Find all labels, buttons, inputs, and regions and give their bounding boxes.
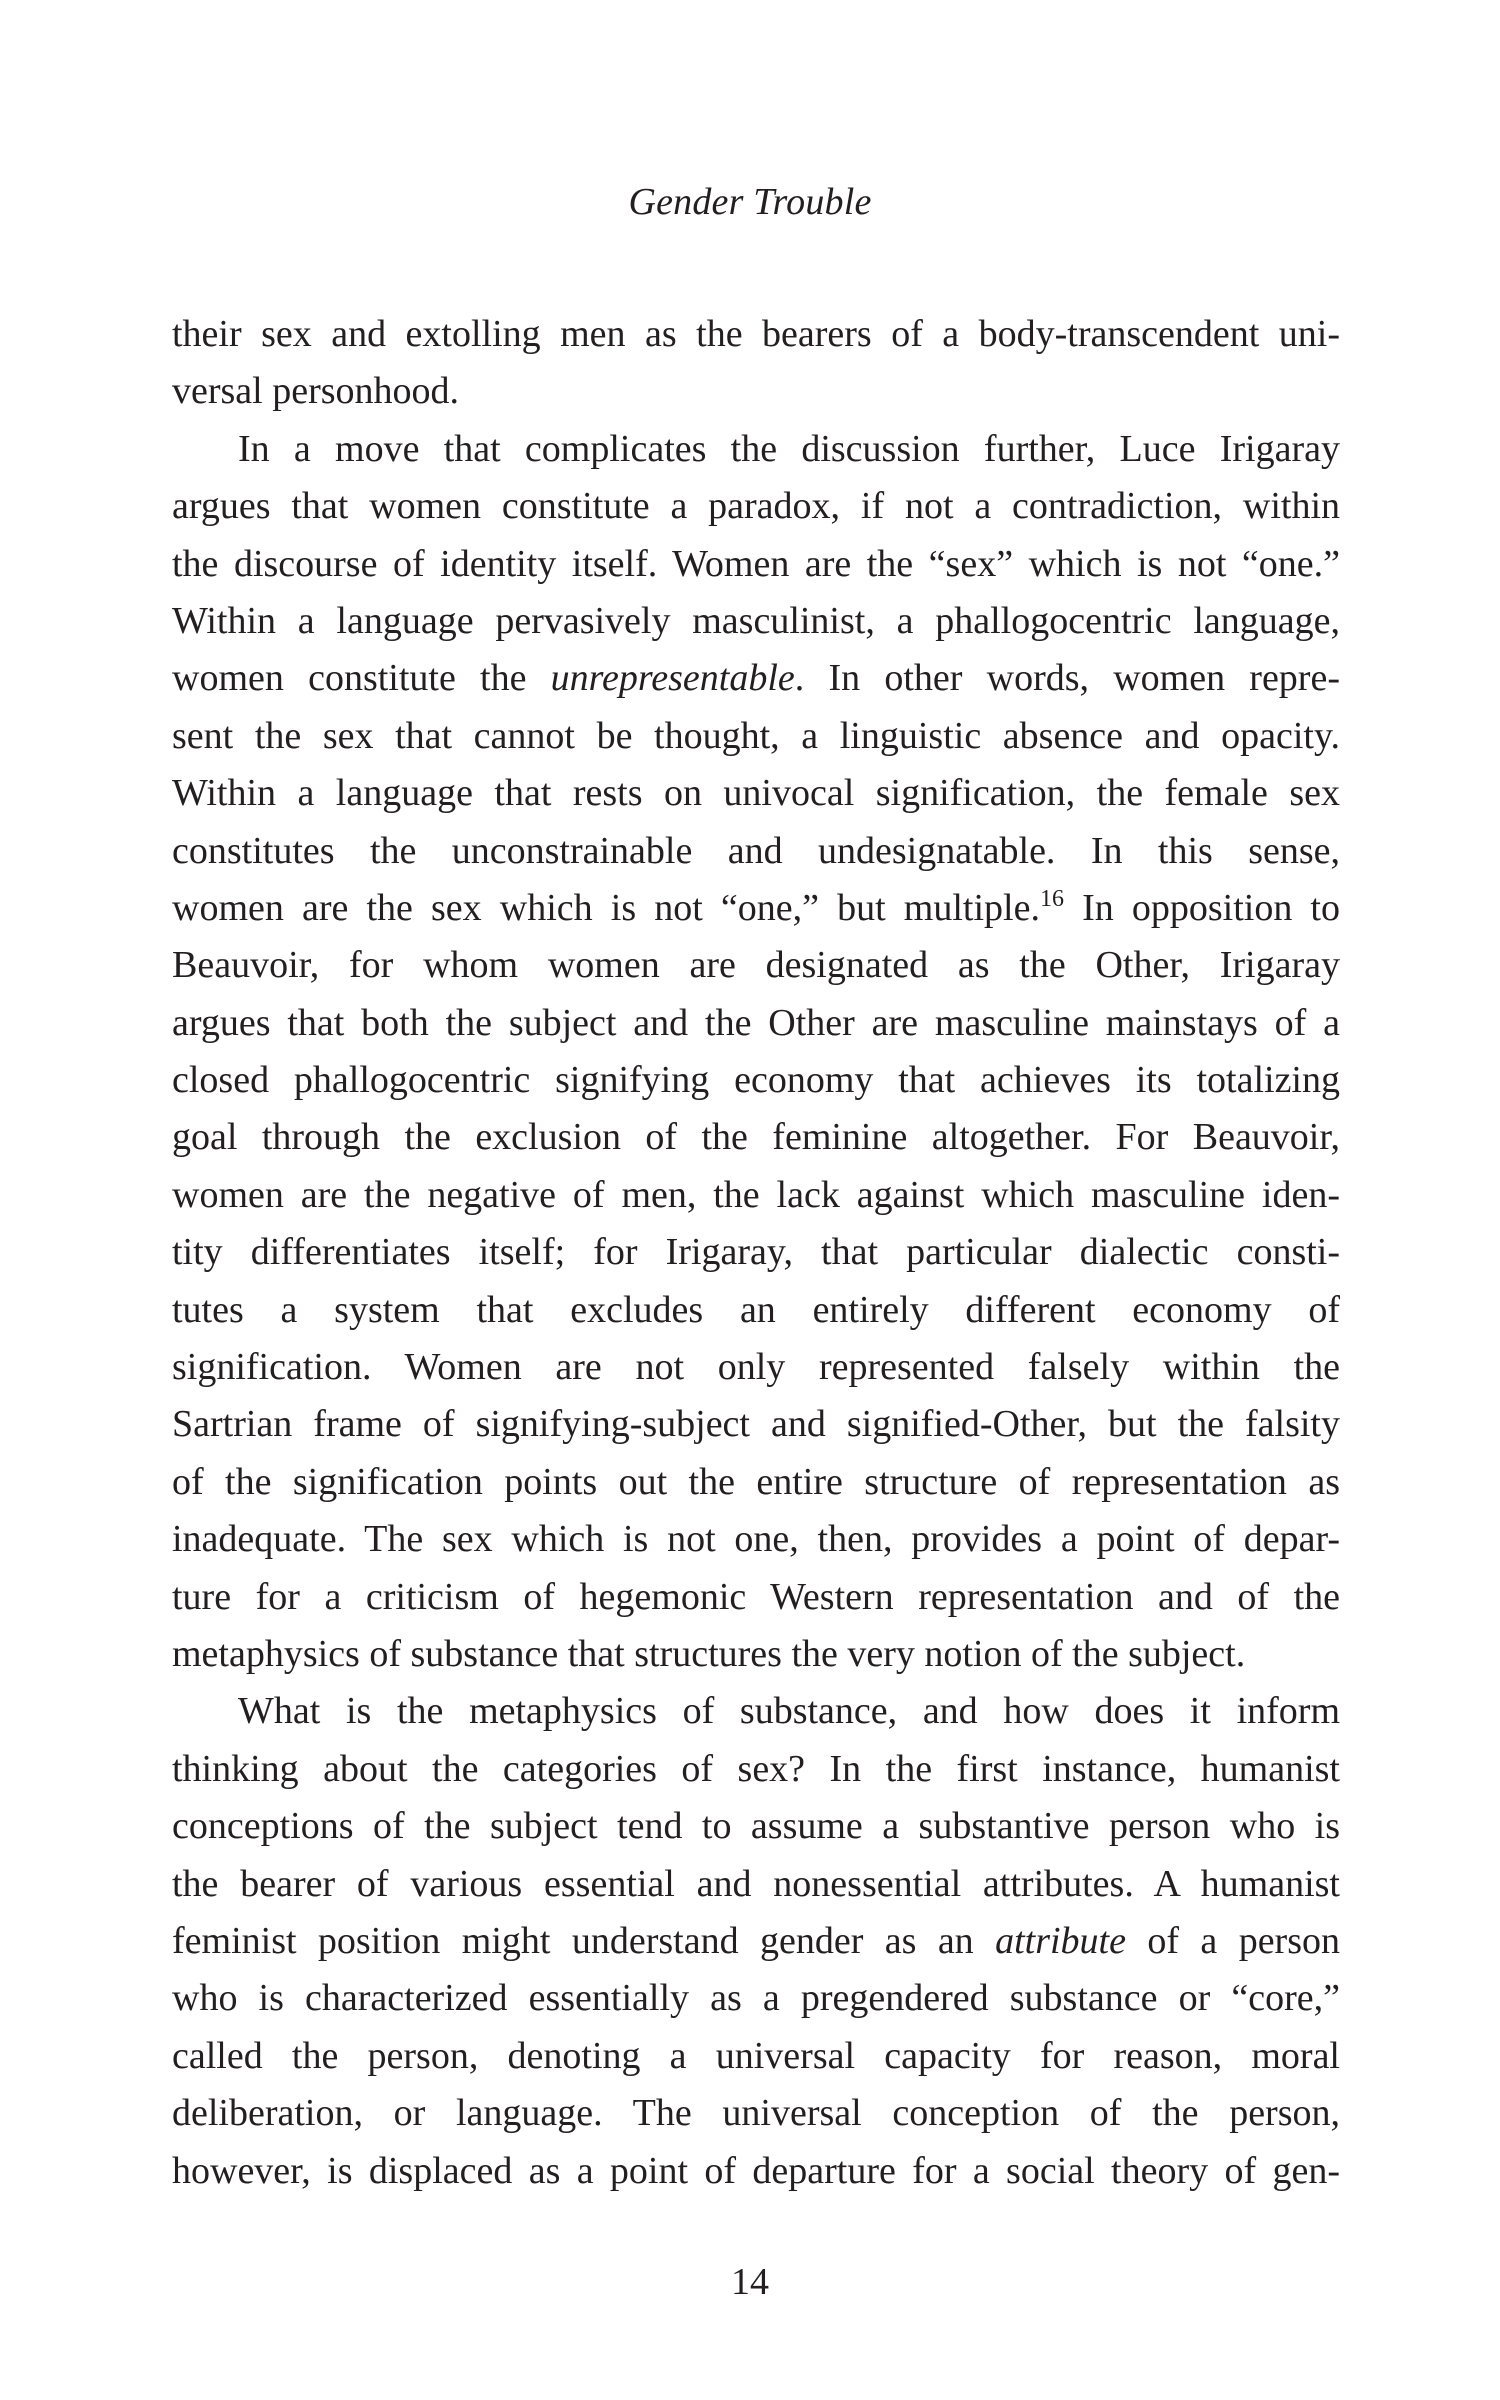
text-line: argues that women constitute a paradox, if not a contradiction, within [172,485,1340,528]
text-line: who is characterized essentially as a pregendered substance or “core,” [172,1977,1340,2020]
text-line: Sartrian frame of signifying-subject and signified-Other, but the falsity [172,1403,1340,1446]
text-line: Beauvoir, for whom women are designated as the Other, Irigaray [172,944,1340,987]
text-line: the discourse of identity itself. Women are the “sex” which is not “one.” [172,542,1340,585]
paragraph-start-line: What is the metaphysics of substance, and how does it inform [238,1690,1340,1733]
text-line: Within a language that rests on univocal signification, the female sex [172,772,1340,815]
body-text [172,306,1340,2200]
text-line: women are the negative of men, the lack against which masculine iden- [172,1173,1340,1216]
text-line: women constitute the unrepresentable. In other words, women repre- [172,657,1340,700]
text-line: of the signification points out the entire structure of representation as [172,1460,1340,1503]
italic-emphasis: attribute [995,1919,1126,1962]
text-line: the bearer of various essential and nonessential attributes. A humanist [172,1862,1340,1905]
text-line: feminist position might understand gender as an attribute of a person [172,1919,1340,1962]
text-line: deliberation, or language. The universal conception of the person, [172,2092,1340,2135]
text-line: inadequate. The sex which is not one, then, provides a point of depar- [172,1518,1340,1561]
text-line: women are the sex which is not “one,” but multiple.$^{16}$ In opposition to [172,885,1340,929]
text-line: Within a language pervasively masculinist, a phallogocentric language, [172,599,1340,642]
text-line: called the person, denoting a universal capacity for reason, moral [172,2034,1340,2077]
text-line: metaphysics of substance that structures the very notion of the subject. [172,1632,1246,1675]
text-line: tity differentiates itself; for Irigaray, that particular dialectic consti- [172,1231,1340,1274]
text-line: signification. Women are not only represented falsely within the [172,1346,1340,1389]
text-line: constitutes the unconstrainable and undesignatable. In this sense, [172,829,1340,872]
text-line: argues that both the subject and the Other are masculine mainstays of a [172,1001,1340,1044]
text-line: versal personhood. [172,370,460,413]
footnote-marker: 16 [1039,885,1064,912]
text-line: conceptions of the subject tend to assume a substantive person who is [172,1805,1340,1848]
text-line: ture for a criticism of hegemonic Western representation and of the [172,1575,1340,1618]
text-line: however, is displaced as a point of departure for a social theory of gen- [172,2149,1340,2192]
text-line: their sex and extolling men as the bearers of a body-transcendent uni- [172,313,1340,355]
italic-emphasis: unrepresentable [550,657,795,700]
paragraph-start-line: In a move that complicates the discussion further, Luce Irigaray [238,427,1340,470]
text-line: tutes a system that excludes an entirely different economy of [172,1288,1340,1331]
page-number: 14 [731,2261,769,2303]
text-line: sent the sex that cannot be thought, a linguistic absence and opacity. [172,714,1340,757]
running-head: Gender Trouble [628,181,872,223]
text-line: thinking about the categories of sex? In the first instance, humanist [172,1747,1340,1790]
text-line: goal through the exclusion of the feminine altogether. For Beauvoir, [172,1116,1340,1159]
text-line: closed phallogocentric signifying economy that achieves its totalizing [172,1059,1340,1102]
